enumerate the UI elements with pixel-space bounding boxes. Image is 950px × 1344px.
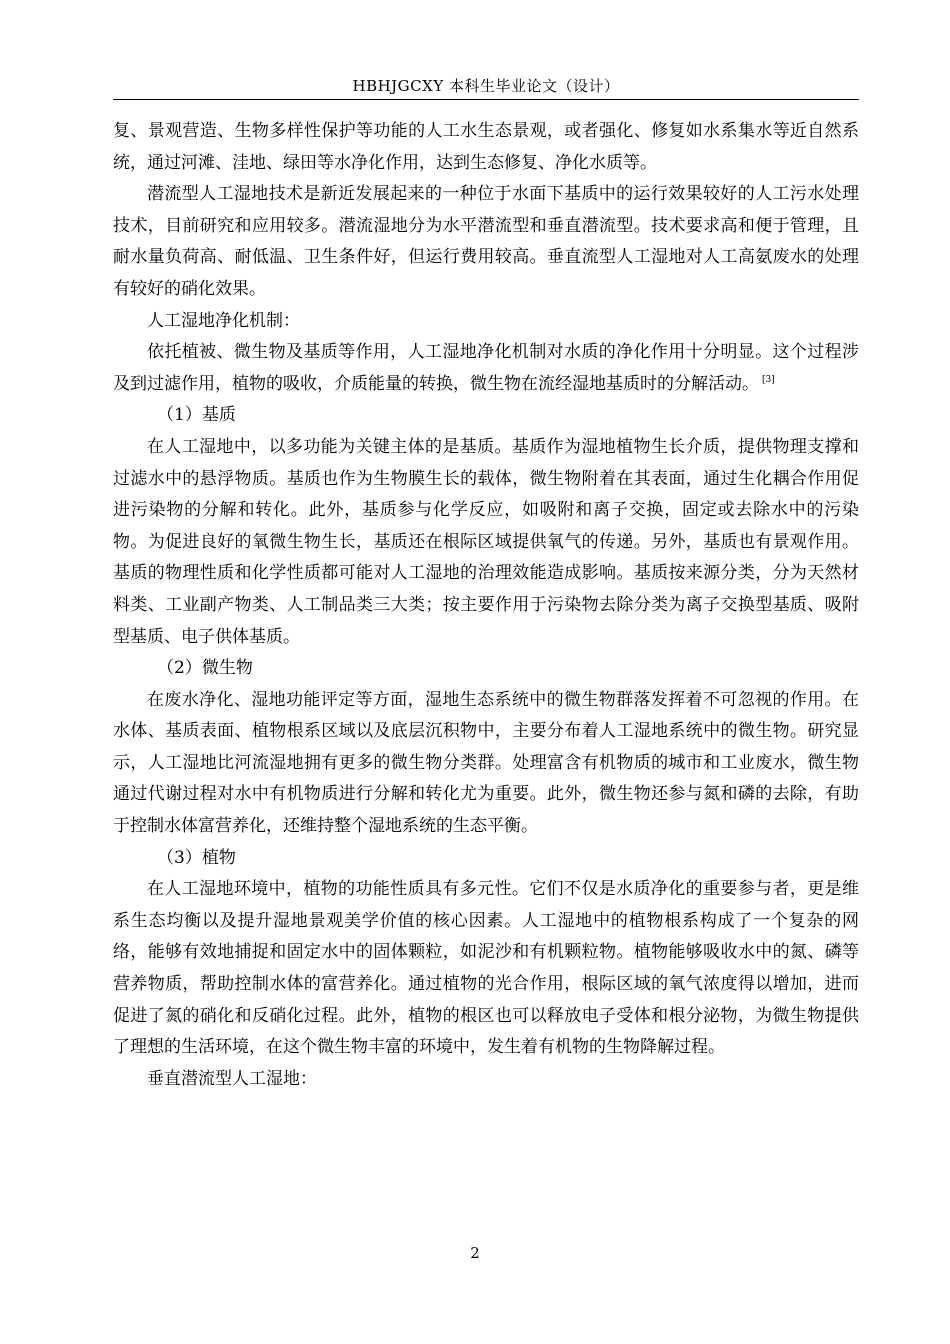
subheading-microorganisms: （2）微生物 xyxy=(157,658,253,679)
paragraph: 在人工湿地中，以多功能为关键主体的是基质。基质作为湿地植物生长介质，提供物理支撑和过滤水中的悬浮物质。基质也作为生物膜生长的载体，微生物附着在其表面，通过生化耦合作用促进污染物的分解和转化。此外，基质参与化学反应，如吸附和离子交换，固定或去除水中的污染物。为促进良好的氧微生物生长，基质还在根际区域提供氧气的传递。另外，基质也有景观作用。基质的物理性质和化学性质都可能对人工湿地的治理效能造成影响。基质按来源分类，分为天然材料类、工业副产物类、人工制品类三大类；按主要作用于污染物去除分类为离子交换型基质、吸附型基质、电子供体基质。 xyxy=(113,436,859,647)
paragraph: 复、景观营造、生物多样性保护等功能的人工水生态景观，或者强化、修复如水系集水等近自然系统，通过河滩、洼地、绿田等水净化作用，达到生态修复、净化水质等。 xyxy=(113,121,859,173)
section-label: 垂直潜流型人工湿地： xyxy=(147,1068,317,1089)
paragraph xyxy=(113,337,859,400)
document-body xyxy=(113,116,859,1095)
header-rule xyxy=(113,99,859,100)
subheading-substrate: （1）基质 xyxy=(157,405,236,426)
paragraph: 潜流型人工湿地技术是新近发展起来的一种位于水面下基质中的运行效果较好的人工污水处理技术，目前研究和应用较多。潜流湿地分为水平潜流型和垂直潜流型。技术要求高和便于管理，且耐水量负荷高、耐低温、卫生条件好，但运行费用较高。垂直流型人工湿地对人工高氨废水的处理有较好的硝化效果。 xyxy=(113,184,859,299)
section-label: 人工湿地净化机制： xyxy=(147,310,300,331)
page-number: 2 xyxy=(470,1244,480,1262)
paragraph-text: 依托植被、微生物及基质等作用，人工湿地净化机制对水质的净化作用十分明显。这个过程涉及到过滤作用，植物的吸收，介质能量的转换，微生物在流经湿地基质时的分解活动。 xyxy=(113,342,859,394)
subheading-plants: （3）植物 xyxy=(157,847,236,868)
citation-reference: [3] xyxy=(762,374,775,385)
page-header: HBHJGCXY 本科生毕业论文（设计） xyxy=(352,77,620,95)
paragraph: 在人工湿地环境中，植物的功能性质具有多元性。它们不仅是水质净化的重要参与者，更是维系生态均衡以及提升湿地景观美学价值的核心因素。人工湿地中的植物根系构成了一个复杂的网络，能够有效地捕捉和固定水中的固体颗粒，如泥沙和有机颗粒物。植物能够吸收水中的氮、磷等营养物质，帮助控制水体的富营养化。通过植物的光合作用，根际区域的氧气浓度得以增加，进而促进了氮的硝化和反硝化过程。此外，植物的根区也可以释放电子受体和根分泌物，为微生物提供了理想的生活环境，在这个微生物丰富的环境中，发生着有机物的生物降解过程。 xyxy=(113,879,859,1058)
paragraph: 在废水净化、湿地功能评定等方面，湿地生态系统中的微生物群落发挥着不可忽视的作用。在水体、基质表面、植物根系区域以及底层沉积物中，主要分布着人工湿地系统中的微生物。研究显示，人工湿地比河流湿地拥有更多的微生物分类群。处理富含有机物质的城市和工业废水，微生物通过代谢过程对水中有机物质进行分解和转化尤为重要。此外，微生物还参与氮和磷的去除，有助于控制水体富营养化，还维持整个湿地系统的生态平衡。 xyxy=(113,689,859,837)
